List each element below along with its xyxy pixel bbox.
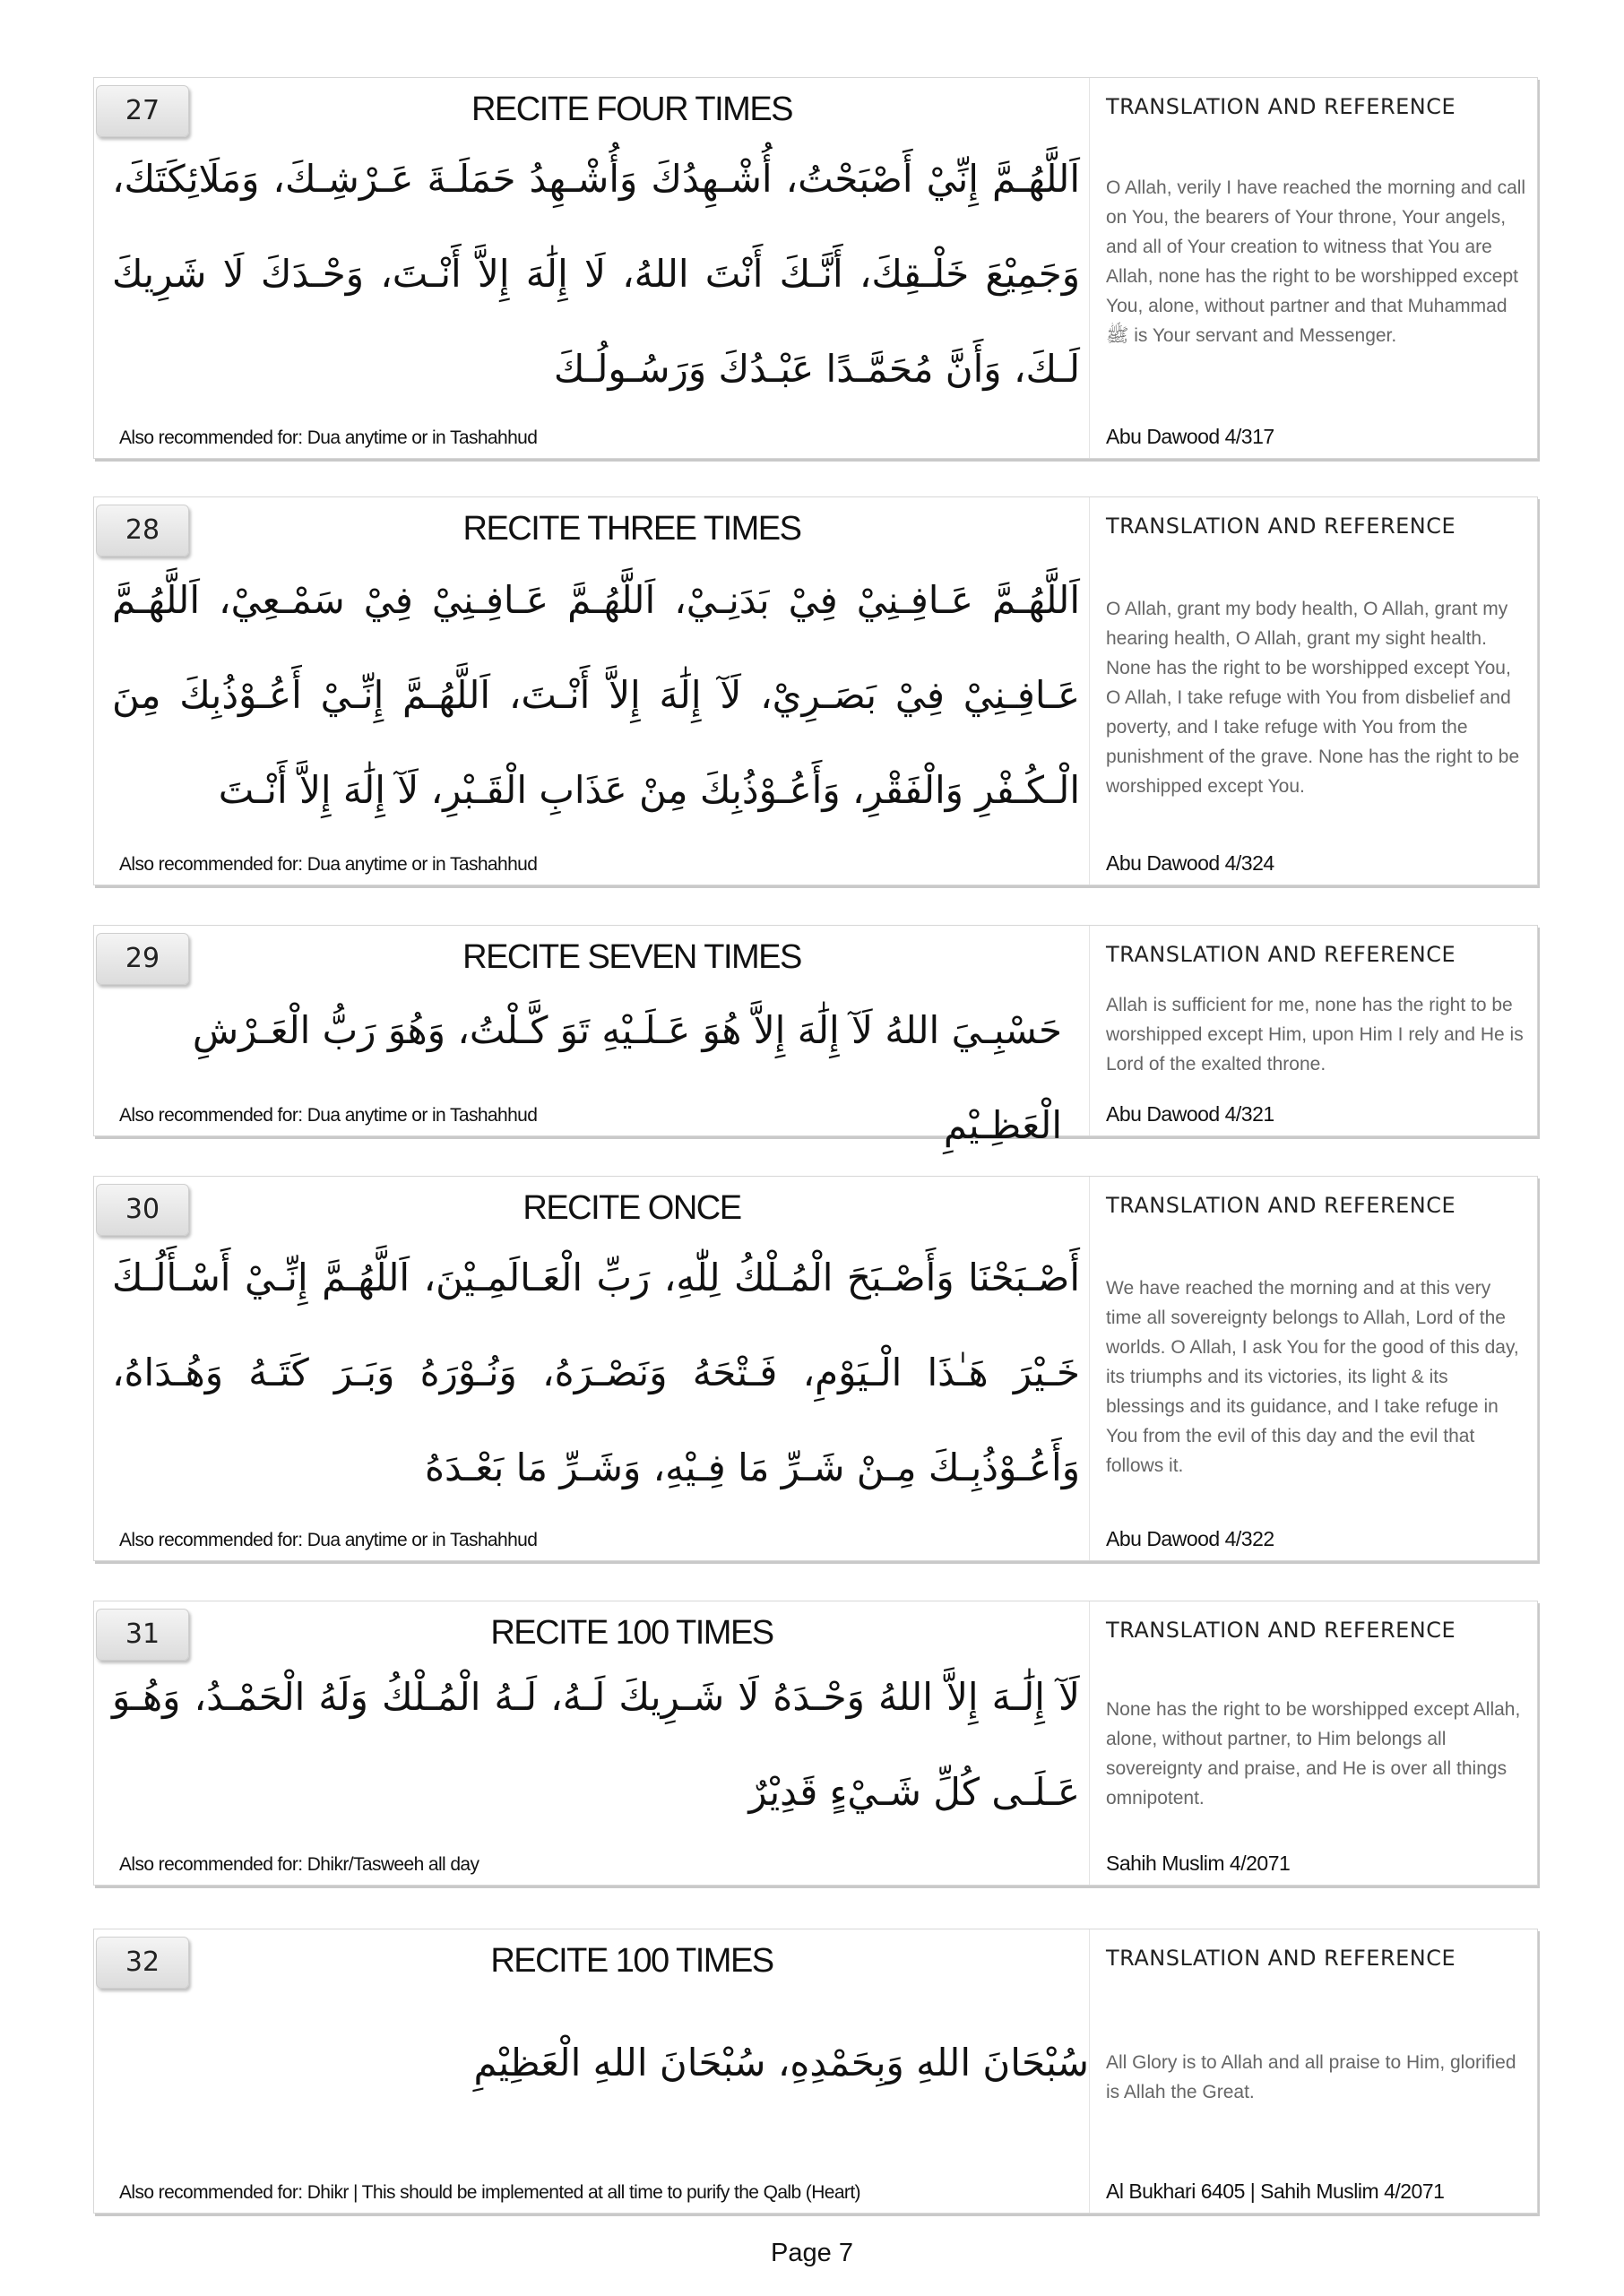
dua-card-32	[93, 1929, 1538, 2214]
reference: Al Bukhari 6405 | Sahih Muslim 4/2071	[1106, 2179, 1445, 2203]
also-recommended: Also recommended for: Dua anytime or in Tashahhud	[119, 1105, 538, 1126]
translation-text: All Glory is to Allah and all praise to Him, glorified is Allah the Great.	[1106, 2052, 1516, 2102]
recite-instruction: RECITE 100 TIMES	[490, 1614, 773, 1652]
translation-text: Allah is sufficient for me, none has the right to be worshipped except Him, upon Him I rely and He is Lord of the exalted throne.	[1106, 995, 1524, 1075]
translation-heading: TRANSLATION AND REFERENCE	[1106, 94, 1456, 119]
arabic-text: لَآ إِلَٰـهَ إِلاَّ اللهُ وَحْـدَهُ لَا شَـرِيكَ لَـهُ، لَـهُ الْمُـلْكُ وَلَهُ الْحَمْـدُ، وَهُـوَ عَـلَـى كُلِّ شَـيْءٍ قَدِيْرٌ	[112, 1675, 1080, 1814]
reference: Abu Dawood 4/322	[1106, 1527, 1274, 1550]
arabic-text: اَللَّهُـمَّ إِنِّيْ أَصْبَحْتُ، أُشْـهِدُكَ وَأُشْـهِدُ حَمَلَـةَ عَـرْشِـكَ، وَمَلَائِكَتَكَ، وَجَمِيْعَ خَلْـقِكَ، أَنَّـكَ أَنْتَ اللهُ، لَا إِلَٰهَ إِلاَّ أَنْـتَ، وَحْـدَكَ لَا شَرِيكَ لَـكَ، وَأَنَّ مُحَمَّـدًا عَبْـدُكَ وَرَسُـولُـكَ	[112, 157, 1080, 391]
also-recommended: Also recommended for: Dua anytime or in Tashahhud	[119, 427, 538, 448]
translation-heading: TRANSLATION AND REFERENCE	[1106, 1618, 1456, 1643]
translation-panel	[1089, 1929, 1537, 2213]
also-recommended: Also recommended for: Dhikr/Tasweeh all day	[119, 1854, 479, 1875]
translation-panel	[1089, 926, 1537, 1135]
translation-panel	[1089, 1177, 1537, 1560]
page-number: Page 7	[771, 2239, 853, 2267]
translation-panel	[1089, 78, 1537, 458]
dua-number-badge: 30	[96, 1184, 189, 1236]
recite-instruction: RECITE SEVEN TIMES	[462, 938, 801, 976]
dua-card-29	[93, 925, 1538, 1147]
dua-card-27	[93, 77, 1538, 459]
dua-number-badge: 28	[96, 505, 189, 557]
translation-text: We have reached the morning and at this very time all sovereignty belongs to Allah, Lord of the worlds. O Allah, I ask You for the good of this day, its triumphs and its victories, its light & its blessings and its guidance, and I take refuge in You from the evil of this day and the evil that follows it.	[1106, 1278, 1519, 1476]
translation-panel	[1089, 1601, 1537, 1885]
dua-arabic-panel	[94, 926, 1089, 1147]
reference: Abu Dawood 4/324	[1106, 851, 1274, 875]
dua-number-badge: 31	[96, 1609, 189, 1661]
recite-instruction: RECITE THREE TIMES	[462, 510, 801, 548]
translation-text: O Allah, grant my body health, O Allah, grant my hearing health, O Allah, grant my sight health. None has the right to be worshipped except You, O Allah, I take refuge with You from disbelief and poverty, and I take refuge with You from the punishment of the grave. None has the right to be worshipped except You.	[1106, 599, 1520, 797]
dua-number-badge: 32	[96, 1937, 189, 1989]
dua-card-31	[93, 1601, 1538, 1886]
translation-text: O Allah, verily I have reached the morning and call on You, the bearers of Your throne, Your angels, and all of Your creation to witness that You are Allah, none has the right to be worshipped except You, alone, without partner and that Muhammad ﷺ is Your servant and Messenger.	[1106, 177, 1526, 346]
arabic-text: أَصْـبَحْنَا وَأَصْـبَحَ الْمُـلْكُ لِلّٰهِ، رَبِّ الْعَـالَمِـيْنَ، اَللَّهُـمَّ إِنِّـيْ أَسْـأَلُـكَ خَـيْرَ هَـٰذَا الْـيَوْمِ، فَـتْحَهُ وَنَصْـرَهُ، وَنُـوْرَهُ وَبَـرَ كَتَـهُ وَهُـدَاهُ، وَأَعُـوْذُبِـكَ مِـنْ شَـرِّ مَا فِـيْهِ، وَشَـرِّ مَا بَعْـدَهُ	[112, 1256, 1080, 1489]
translation-panel	[1089, 497, 1537, 885]
also-recommended: Also recommended for: Dua anytime or in Tashahhud	[119, 1530, 538, 1550]
recite-instruction: RECITE 100 TIMES	[490, 1942, 773, 1980]
also-recommended: Also recommended for: Dhikr | This should be implemented at all time to purify the Qalb (Heart)	[119, 2182, 860, 2203]
translation-heading: TRANSLATION AND REFERENCE	[1106, 942, 1456, 967]
translation-text: None has the right to be worshipped except Allah, alone, without partner, to Him belongs all sovereignty and praise, and He is over all things omnipotent.	[1106, 1699, 1521, 1808]
also-recommended: Also recommended for: Dua anytime or in Tashahhud	[119, 854, 538, 875]
dua-arabic-panel	[94, 497, 1089, 885]
dua-card-28	[93, 496, 1538, 885]
recite-instruction: RECITE FOUR TIMES	[471, 91, 793, 128]
dua-number-badge: 29	[96, 933, 189, 985]
reference: Abu Dawood 4/321	[1106, 1102, 1274, 1126]
dua-arabic-panel	[94, 1601, 1089, 1885]
arabic-text: اَللَّهُـمَّ عَـافِـنِيْ فِيْ بَدَنِـيْ، اَللَّهُـمَّ عَـافِـنِيْ فِيْ سَمْـعِيْ، اَللَّهُـمَّ عَـافِـنِيْ فِيْ بَصَـرِيْ، لَآ إِلَٰهَ إِلاَّ أَنْـتَ، اَللَّهُـمَّ إِنِّـيْ أَعُـوْذُبِكَ مِنَ الْـكُـفْرِ وَالْفَقْرِ، وَأَعُـوْذُبِكَ مِنْ عَذَابِ الْقَـبْرِ، لَآ إِلَٰهَ إِلاَّ أَنْـتَ	[112, 578, 1080, 812]
translation-heading: TRANSLATION AND REFERENCE	[1106, 1193, 1456, 1218]
dua-arabic-panel	[94, 1929, 1089, 2213]
recite-instruction: RECITE ONCE	[523, 1189, 741, 1227]
dua-card-30	[93, 1176, 1538, 1561]
dua-arabic-panel	[94, 1177, 1089, 1560]
arabic-text: حَسْبِـيَ اللهُ لَآ إِلَٰهَ إِلاَّ هُوَ عَـلَـيْهِ تَوَ كَّـلْتُ، وَهُوَ رَبُّ الْعَـرْشِ الْعَظِـيْمِ	[192, 1008, 1062, 1147]
dua-number-badge: 27	[96, 85, 189, 137]
reference: Sahih Muslim 4/2071	[1106, 1851, 1291, 1875]
arabic-text: سُبْحَانَ اللهِ وَبِحَمْدِهِ، سُبْحَانَ اللهِ الْعَظِيْمِ	[473, 2041, 1089, 2085]
translation-heading: TRANSLATION AND REFERENCE	[1106, 514, 1456, 539]
dua-arabic-panel	[94, 78, 1089, 458]
translation-heading: TRANSLATION AND REFERENCE	[1106, 1946, 1456, 1971]
reference: Abu Dawood 4/317	[1106, 425, 1274, 448]
